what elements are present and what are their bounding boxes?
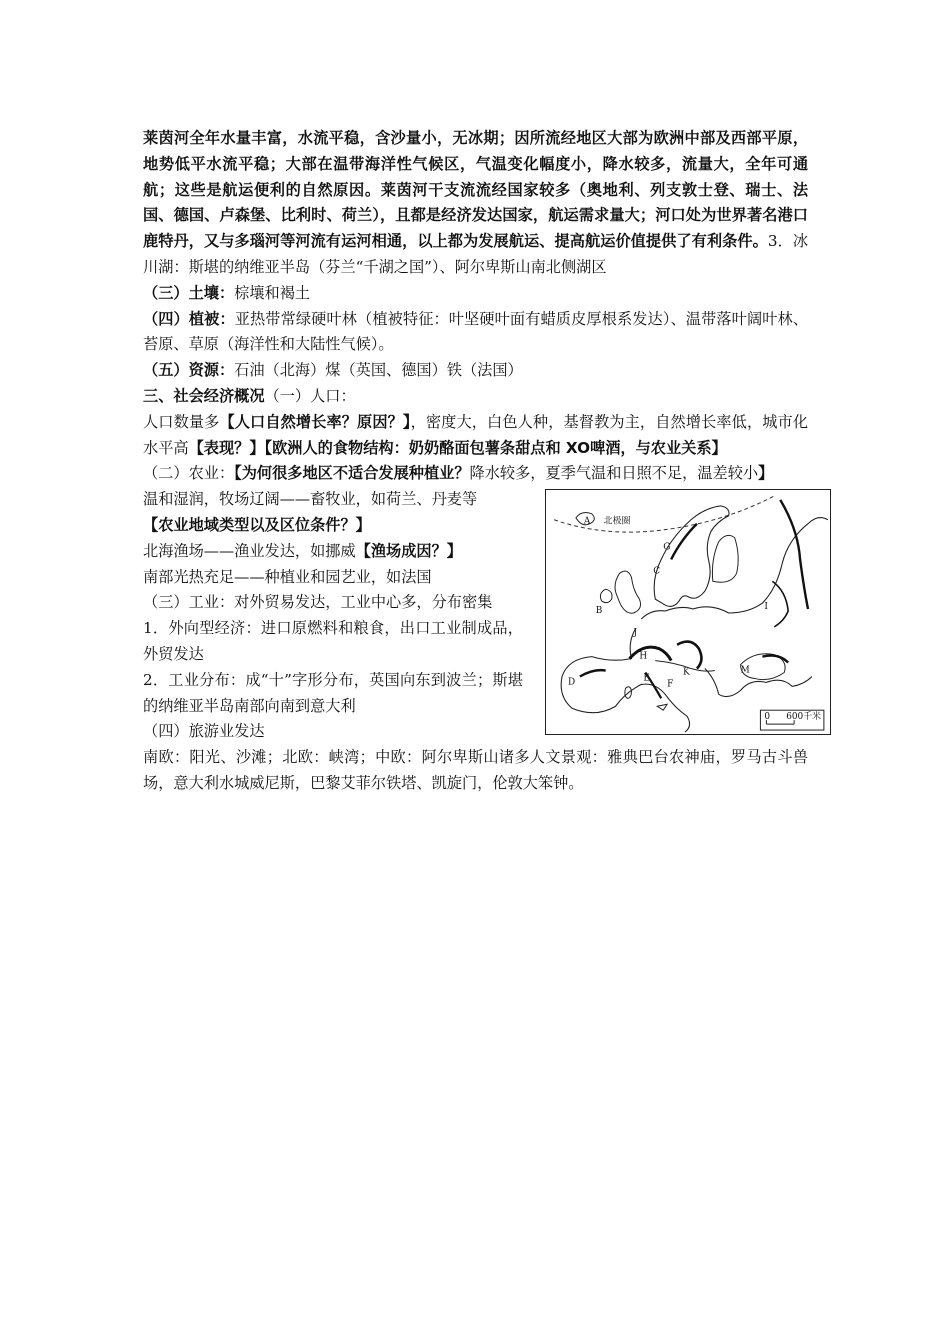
fishery-text: 北海渔场——渔业发达，如挪威 <box>143 541 356 560</box>
map-label-c: C <box>653 566 661 577</box>
pyrenees <box>580 670 606 676</box>
soil-line <box>143 281 808 307</box>
vegetation-label: （四）植被： <box>143 309 235 328</box>
volga-river <box>772 581 788 627</box>
map-label-e: E <box>643 673 650 684</box>
map-label-a: A <box>583 516 591 527</box>
agriculture-answer: 降水较多，夏季气温和日照不足，温差较小 <box>469 464 759 483</box>
soil-text: 棕壤和褐土 <box>234 283 311 302</box>
arctic-circle-label: 北极圈 <box>603 516 631 527</box>
mainland-coast <box>561 518 828 732</box>
population-food-note: 【表现？】【欧洲人的食物结构：奶奶酪面包薯条甜点和 XO啤酒，与农业关系】 <box>188 438 727 457</box>
map-label-i: I <box>764 602 768 613</box>
agriculture-paragraph <box>143 461 808 487</box>
population-paragraph <box>143 410 808 462</box>
finland-outline <box>712 536 738 583</box>
map-label-g: G <box>663 542 671 553</box>
industry-item-1: 1．外向型经济：进口原燃料和粮食，出口工业制成品，外贸发达 <box>143 619 523 663</box>
vegetation-line <box>143 307 808 359</box>
scale-label: 600千米 <box>786 712 822 723</box>
fishery-question: 【渔场成因？】 <box>355 541 462 560</box>
south-line: 南部光热充足——种植业和园艺业，如法国 <box>143 567 432 586</box>
population-text-c: ，密度大，白色人种，基督教为主，自然增长率低，城市化水平高 <box>143 412 809 457</box>
industry-item-2: 2．工业分布：成“十”字形分布，英国向东到波兰；斯堪的纳维亚半岛南部向南到意大利 <box>143 670 523 715</box>
paragraph-rhine <box>143 126 808 281</box>
map-label-f: F <box>667 679 674 690</box>
caucasus <box>762 656 788 663</box>
left-column <box>143 487 523 745</box>
map-label-m: M <box>740 665 750 676</box>
industry-line: （三）工业：对外贸易发达，工业中心多，分布密集 <box>143 593 493 612</box>
vegetation-text: 亚热带常绿硬叶林（植被特征：叶坚硬叶面有蜡质皮厚根系发达）、温带落叶阔叶林、苔原、草原（海洋性和大陆性气候）。 <box>143 309 808 354</box>
section3-subtext: （一）人口： <box>264 386 356 405</box>
map-label-d: D <box>567 677 576 688</box>
scandinavian-mountains <box>671 524 697 560</box>
ireland-shape <box>600 589 612 602</box>
sicily-shape <box>657 704 667 710</box>
section3-label: 三、社会经济概况 <box>143 386 265 405</box>
tourism-heading: （四）旅游业发达 <box>143 722 265 741</box>
map-label-b: B <box>595 606 603 617</box>
resources-line <box>143 358 808 384</box>
resources-text: 石油（北海）煤（英国、德国）铁（法国） <box>234 361 523 380</box>
map-text-section <box>143 487 822 745</box>
map-label-h: H <box>639 651 648 662</box>
livestock-line: 温和湿润，牧场辽阔——畜牧业，如荷兰、丹麦等 <box>143 490 478 509</box>
europe-map <box>545 489 831 735</box>
glacier-lake-text: 3．冰川湖：斯堪的纳维亚半岛（芬兰“千湖之国”）、阿尔卑斯山南北侧湖区 <box>143 232 809 276</box>
alps <box>629 647 671 661</box>
map-label-k: K <box>683 667 690 678</box>
section3-heading <box>143 384 808 410</box>
carpathians <box>677 642 701 669</box>
agri-type-question: 【农业地域类型以及区位条件？】 <box>143 515 371 534</box>
ural-mountains <box>780 500 808 609</box>
great-britain-shape <box>615 571 641 613</box>
agriculture-label: （二）农业： <box>143 464 235 483</box>
document-body <box>143 126 822 797</box>
agriculture-bracket: 】 <box>758 464 774 483</box>
rhine-bold-text: 莱茵河全年水量丰富，水流平稳，含沙量小，无冰期；因所流经地区大部为欧洲中部及西部平原，地势低平水流平稳；大部在温带海洋性气候区，气温变化幅度小，降水较多，流量大，全年可通航；这些是航运便利的自然原因。莱茵河干支流流经国家较多（奥地利、列支敦士登、瑞士、法国、德国、卢森堡、比利时、荷兰），且都是经济发达国家，航运需求量大；河口处为世界著名港口鹿特丹，又与多瑙河等河流有运河相通，以上都为发展航运、提高航运价值提供了有利条件。 <box>143 129 808 251</box>
scandinavia-outline <box>654 506 729 607</box>
fishery-line <box>143 539 523 565</box>
agriculture-question: 【为何很多地区不适合发展种植业？ <box>234 464 470 483</box>
tourism-paragraph: 南欧：阳光、沙滩；北欧：峡湾；中欧：阿尔卑斯山诸多人文景观：雅典巴台农神庙，罗马古斗兽场，意大利水城威尼斯，巴黎艾菲尔铁塔、凯旋门，伦敦大笨钟。 <box>143 748 808 792</box>
soil-label: （三）土壤： <box>143 283 235 302</box>
scale-zero: 0 <box>764 712 771 723</box>
map-label-j: J <box>633 627 638 638</box>
europe-map-svg <box>546 490 830 734</box>
population-text-a: 人口数量多 <box>143 412 220 431</box>
population-question: 【人口自然增长率？原因？】 <box>219 412 411 431</box>
resources-label: （五）资源： <box>143 361 235 380</box>
